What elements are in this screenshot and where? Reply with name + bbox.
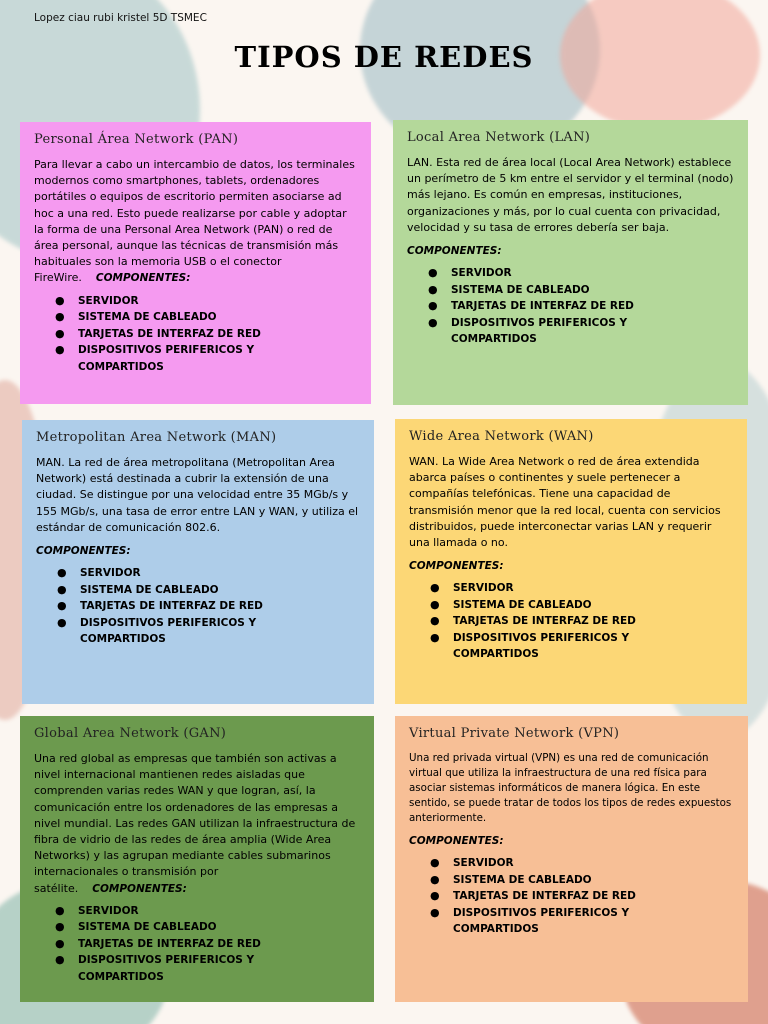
card-description: MAN. La red de área metropolitana (Metropolitan Area Network) está destinada a cubrir la extensión de una ciudad. Se distingue por una velocidad entre 35 MGb/s y 155 MGb/s, una tasa de error entre LAN y WAN, y utiliza el estándar de comunicación 802.6. [36, 456, 359, 534]
card-description: LAN. Esta red de área local (Local Area Network) establece un perímetro de 5 km entre el servidor y el terminal (nodo) más lejano. Es común en empresas, instituciones, organizaciones y más, por lo cual cuenta con privacidad, velocidad y su tasa de errores debería ser baja. [407, 156, 734, 234]
list-item: ● SISTEMA DE CABLEADO [453, 597, 643, 614]
list-item: ● TARJETAS DE INTERFAZ DE RED [453, 613, 643, 630]
components-label: COMPONENTES: [95, 272, 191, 285]
list-item: ● SISTEMA DE CABLEADO [78, 309, 268, 326]
bullet-icon: ● [57, 582, 67, 596]
components-label: COMPONENTES: [92, 882, 187, 895]
components-label: COMPONENTES: [407, 245, 502, 258]
bullet-icon: ● [430, 597, 440, 611]
card-title: Personal Área Network (PAN) [34, 132, 239, 147]
list-item: ● SISTEMA DE CABLEADO [78, 919, 268, 936]
card-title: Local Area Network (LAN) [407, 130, 591, 145]
bullet-icon: ● [430, 872, 440, 886]
bullet-icon: ● [430, 630, 440, 644]
list-item: ● DISPOSITIVOS PERIFERICOS Y COMPARTIDOS [57, 615, 257, 646]
bullet-icon: ● [428, 315, 438, 329]
bullet-icon: ● [55, 903, 65, 917]
bullet-icon: ● [55, 920, 65, 934]
card-title: Global Area Network (GAN) [34, 726, 227, 741]
bullet-icon: ● [430, 905, 440, 919]
card-description: Una red privada virtual (VPN) es una red de comunicación virtual que utiliza la infraestructura de una red física para asociar sistemas informáticos de manera lógica. En este sentido, se puede tratar de todos los tipos de redes expuestos anteriormente. [409, 752, 732, 824]
bullet-icon: ● [55, 326, 65, 340]
list-item: ● DISPOSITIVOS PERIFERICOS Y COMPARTIDOS [428, 315, 628, 346]
list-item: ● SISTEMA DE CABLEADO [451, 282, 641, 299]
bullet-icon: ● [55, 310, 65, 324]
author-name: Lopez ciau rubi kristel 5D TSMEC [34, 12, 207, 24]
list-item: ● SISTEMA DE CABLEADO [453, 872, 643, 889]
components-list [407, 265, 734, 348]
card-description: WAN. La Wide Area Network o red de área extendida abarca países o continentes y suele pertenecer a compañías telefónicas. Tiene una capacidad de transmisión menor que la red local, cuenta con servicios distribuidos, puede interconectar varias LAN y requerir una llamada o no. [409, 455, 721, 550]
bullet-icon: ● [55, 953, 65, 967]
components-list [34, 903, 360, 986]
components-label: COMPONENTES: [36, 545, 131, 558]
page-title: TIPOS DE REDES [234, 40, 534, 74]
card-description: Para llevar a cabo un intercambio de datos, los terminales modernos como smartphones, tablets, ordenadores portátiles o equipos de escritorio permiten asociarse ad hoc a una red. Esto puede realizarse por cable y adoptar la forma de una Personal Area Network (PAN) o red de área personal, aunque las técnicas de transmisión más habituales son la memoria USB o el conector FireWire. [34, 158, 355, 285]
bullet-icon: ● [430, 856, 440, 869]
bullet-icon: ● [430, 581, 440, 595]
bullet-icon: ● [428, 282, 438, 296]
card-title: Metropolitan Area Network (MAN) [36, 430, 277, 445]
bullet-icon: ● [55, 343, 65, 357]
card-description: Una red global as empresas que también son activas a nivel internacional mantienen redes aisladas que comprenden varias redes WAN y que logran, así, la comunicación entre los ordenadores de las empresas a nivel mundial. Las redes GAN utilizan la infraestructura de fibra de vidrio de las redes de área amplia (Wide Area Networks) y las agrupan mediante cables submarinos internacionales o transmisión por satélite. [34, 752, 356, 895]
card-text [34, 157, 357, 287]
components-list [36, 565, 360, 648]
components-list [34, 293, 357, 376]
list-item: ● TARJETAS DE INTERFAZ DE RED [453, 888, 643, 905]
list-item: ● DISPOSITIVOS PERIFERICOS Y COMPARTIDOS [430, 905, 630, 935]
card-man [22, 420, 374, 704]
list-item: ● SERVIDOR [80, 565, 270, 582]
list-item: ● TARJETAS DE INTERFAZ DE RED [78, 936, 268, 953]
bullet-icon: ● [428, 299, 438, 313]
card-gan [20, 716, 374, 1002]
list-item: ● TARJETAS DE INTERFAZ DE RED [78, 326, 268, 343]
card-title: Virtual Private Network (VPN) [409, 726, 620, 741]
bullet-icon: ● [55, 936, 65, 950]
bullet-icon: ● [57, 566, 67, 580]
card-lan [393, 120, 748, 405]
bullet-icon: ● [57, 599, 67, 613]
card-pan [20, 122, 371, 404]
components-list [409, 855, 734, 938]
bullet-icon: ● [430, 889, 440, 902]
components-label: COMPONENTES: [409, 560, 504, 573]
list-item: ● SERVIDOR [78, 293, 268, 310]
list-item: ● TARJETAS DE INTERFAZ DE RED [451, 298, 641, 315]
list-item: ● SERVIDOR [451, 265, 641, 282]
card-vpn [395, 716, 748, 1002]
list-item: ● DISPOSITIVOS PERIFERICOS Y COMPARTIDOS [55, 953, 255, 983]
card-text [34, 751, 360, 897]
card-title: Wide Area Network (WAN) [409, 429, 594, 444]
list-item: ● SERVIDOR [78, 903, 268, 920]
list-item: ● TARJETAS DE INTERFAZ DE RED [80, 598, 270, 615]
list-item: ● DISPOSITIVOS PERIFERICOS Y COMPARTIDOS [55, 343, 255, 373]
bullet-icon: ● [55, 293, 65, 307]
list-item: ● SISTEMA DE CABLEADO [80, 582, 270, 599]
list-item: ● SERVIDOR [453, 580, 643, 597]
list-item: ● SERVIDOR [453, 855, 643, 872]
card-wan [395, 419, 747, 704]
bullet-icon: ● [428, 266, 438, 280]
components-list [409, 580, 733, 663]
bullet-icon: ● [57, 615, 67, 629]
bullet-icon: ● [430, 614, 440, 628]
components-label: COMPONENTES: [409, 835, 504, 847]
list-item: ● DISPOSITIVOS PERIFERICOS Y COMPARTIDOS [430, 630, 630, 661]
